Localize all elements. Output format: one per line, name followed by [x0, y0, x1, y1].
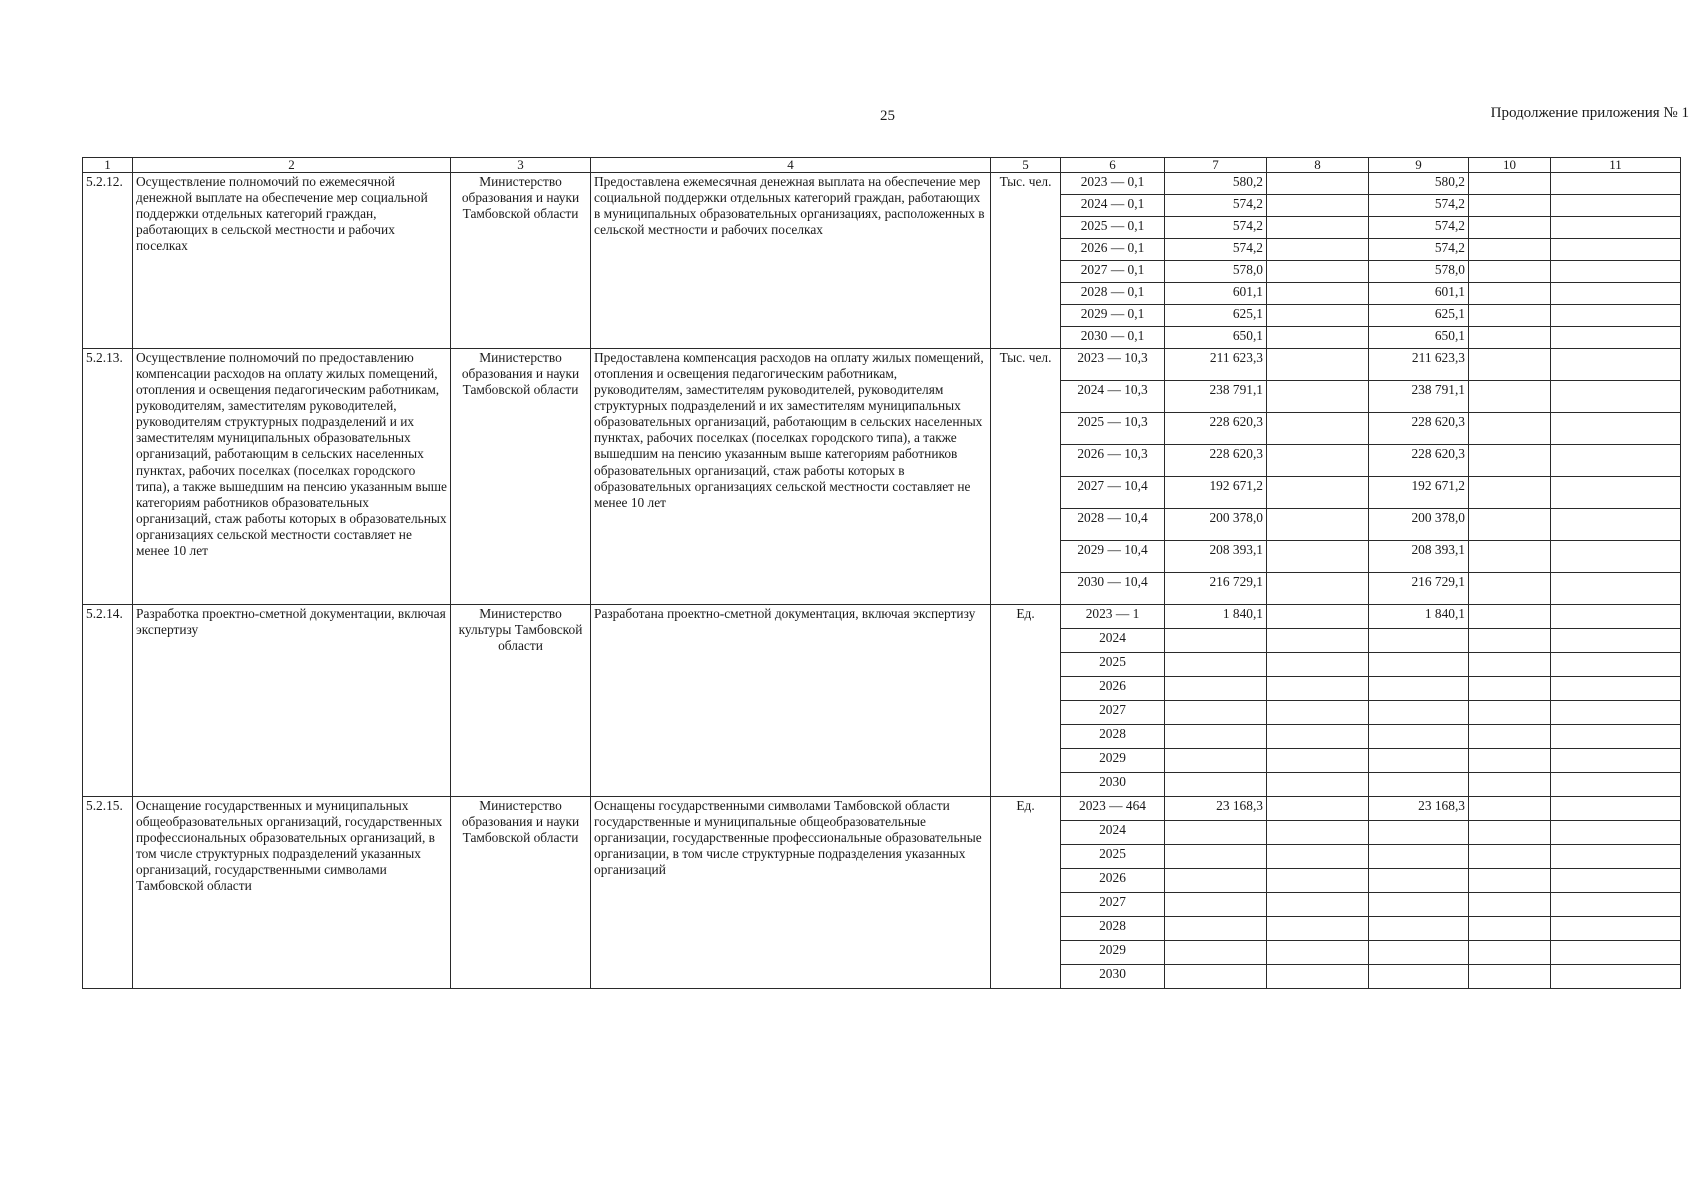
amount-col9	[1369, 749, 1469, 773]
amount-col9: 192 671,2	[1369, 477, 1469, 509]
amount-col9: 23 168,3	[1369, 797, 1469, 821]
amount-col10	[1469, 217, 1551, 239]
amount-col9	[1369, 821, 1469, 845]
column-header: 8	[1267, 158, 1369, 173]
amount-col10	[1469, 773, 1551, 797]
amount-col7: 601,1	[1165, 283, 1267, 305]
amount-col7	[1165, 893, 1267, 917]
amount-col10	[1469, 821, 1551, 845]
year-value: 2027	[1061, 701, 1165, 725]
year-value: 2028 — 10,4	[1061, 509, 1165, 541]
amount-col9	[1369, 701, 1469, 725]
year-value: 2024 — 0,1	[1061, 195, 1165, 217]
amount-col10	[1469, 965, 1551, 989]
amount-col11	[1551, 653, 1681, 677]
amount-col8	[1267, 541, 1369, 573]
year-value: 2028	[1061, 725, 1165, 749]
amount-col7	[1165, 941, 1267, 965]
column-header: 11	[1551, 158, 1681, 173]
amount-col9	[1369, 965, 1469, 989]
amount-col10	[1469, 173, 1551, 195]
amount-col10	[1469, 477, 1551, 509]
year-value: 2029 — 10,4	[1061, 541, 1165, 573]
amount-col8	[1267, 797, 1369, 821]
amount-col7: 580,2	[1165, 173, 1267, 195]
amount-col9	[1369, 629, 1469, 653]
amount-col8	[1267, 349, 1369, 381]
amount-col7	[1165, 821, 1267, 845]
amount-col7: 574,2	[1165, 239, 1267, 261]
amount-col11	[1551, 629, 1681, 653]
item-name: Осуществление полномочий по ежемесячной денежной выплате на обеспечение мер социальной поддержки отдельных категорий граждан, работающих в сельской местности и рабочих поселках	[133, 173, 451, 349]
year-value: 2030 — 0,1	[1061, 327, 1165, 349]
amount-col8	[1267, 941, 1369, 965]
amount-col8	[1267, 869, 1369, 893]
column-header: 3	[451, 158, 591, 173]
amount-col9: 580,2	[1369, 173, 1469, 195]
column-numbers-row	[83, 158, 1681, 173]
amount-col9: 228 620,3	[1369, 445, 1469, 477]
amount-col10	[1469, 749, 1551, 773]
amount-col11	[1551, 917, 1681, 941]
year-value: 2025 — 10,3	[1061, 413, 1165, 445]
amount-col8	[1267, 773, 1369, 797]
item-number: 5.2.14.	[83, 605, 133, 797]
amount-col7	[1165, 653, 1267, 677]
amount-col10	[1469, 283, 1551, 305]
amount-col7	[1165, 749, 1267, 773]
amount-col8	[1267, 605, 1369, 629]
amount-col9: 238 791,1	[1369, 381, 1469, 413]
table-row	[83, 797, 1681, 821]
amount-col8	[1267, 629, 1369, 653]
amount-col9	[1369, 773, 1469, 797]
year-value: 2023 — 1	[1061, 605, 1165, 629]
year-value: 2026	[1061, 869, 1165, 893]
amount-col11	[1551, 413, 1681, 445]
amount-col9: 625,1	[1369, 305, 1469, 327]
item-result: Оснащены государственными символами Тамбовской области государственные и муниципальные общеобразовательные организации, государственные профессиональные образовательные организации, в том числе структурные подразделения указанных организаций	[591, 797, 991, 989]
amount-col8	[1267, 327, 1369, 349]
amount-col11	[1551, 327, 1681, 349]
amount-col7: 238 791,1	[1165, 381, 1267, 413]
item-name: Осуществление полномочий по предоставлению компенсации расходов на оплату жилых помещений, отопления и освещения педагогическим работникам, руководителям, заместителям руководителей, руководителям структурных подразделений и их заместителям муниципальных образовательных организаций, работающим в сельских населенных пунктах, рабочих поселках (поселках городского типа), а также вышедшим на пенсию указанным выше категориям работников образовательных организаций, стаж работы которых в образовательных организациях сельской местности составляет не менее 10 лет	[133, 349, 451, 605]
item-executor: Министерство культуры Тамбовской области	[451, 605, 591, 797]
item-name: Разработка проектно-сметной документации, включая экспертизу	[133, 605, 451, 797]
amount-col7: 650,1	[1165, 327, 1267, 349]
item-unit: Тыс. чел.	[991, 349, 1061, 605]
amount-col11	[1551, 217, 1681, 239]
year-value: 2024 — 10,3	[1061, 381, 1165, 413]
amount-col8	[1267, 305, 1369, 327]
column-header: 9	[1369, 158, 1469, 173]
amount-col8	[1267, 509, 1369, 541]
amount-col10	[1469, 349, 1551, 381]
amount-col9	[1369, 917, 1469, 941]
year-value: 2029	[1061, 941, 1165, 965]
item-number: 5.2.15.	[83, 797, 133, 989]
amount-col9: 208 393,1	[1369, 541, 1469, 573]
amount-col10	[1469, 305, 1551, 327]
year-value: 2023 — 464	[1061, 797, 1165, 821]
amount-col9: 211 623,3	[1369, 349, 1469, 381]
amount-col10	[1469, 725, 1551, 749]
item-number: 5.2.12.	[83, 173, 133, 349]
table-row	[83, 173, 1681, 195]
amount-col11	[1551, 965, 1681, 989]
year-value: 2027	[1061, 893, 1165, 917]
amount-col7	[1165, 869, 1267, 893]
year-value: 2027 — 0,1	[1061, 261, 1165, 283]
year-value: 2023 — 0,1	[1061, 173, 1165, 195]
amount-col11	[1551, 477, 1681, 509]
amount-col11	[1551, 349, 1681, 381]
year-value: 2030	[1061, 965, 1165, 989]
amount-col8	[1267, 261, 1369, 283]
amount-col10	[1469, 541, 1551, 573]
amount-col11	[1551, 541, 1681, 573]
amount-col11	[1551, 797, 1681, 821]
amount-col7: 1 840,1	[1165, 605, 1267, 629]
amount-col10	[1469, 701, 1551, 725]
amount-col11	[1551, 893, 1681, 917]
amount-col11	[1551, 573, 1681, 605]
column-header: 6	[1061, 158, 1165, 173]
year-value: 2023 — 10,3	[1061, 349, 1165, 381]
amount-col7	[1165, 917, 1267, 941]
amount-col8	[1267, 653, 1369, 677]
amount-col9	[1369, 653, 1469, 677]
amount-col7: 192 671,2	[1165, 477, 1267, 509]
amount-col10	[1469, 327, 1551, 349]
amount-col10	[1469, 893, 1551, 917]
amount-col11	[1551, 869, 1681, 893]
item-unit: Ед.	[991, 605, 1061, 797]
amount-col11	[1551, 283, 1681, 305]
amount-col9: 650,1	[1369, 327, 1469, 349]
year-value: 2028 — 0,1	[1061, 283, 1165, 305]
amount-col9: 574,2	[1369, 217, 1469, 239]
year-value: 2026	[1061, 677, 1165, 701]
amount-col11	[1551, 305, 1681, 327]
amount-col7	[1165, 701, 1267, 725]
amount-col11	[1551, 725, 1681, 749]
item-number: 5.2.13.	[83, 349, 133, 605]
amount-col10	[1469, 797, 1551, 821]
amount-col9: 200 378,0	[1369, 509, 1469, 541]
column-header: 4	[591, 158, 991, 173]
amount-col9: 1 840,1	[1369, 605, 1469, 629]
year-value: 2025 — 0,1	[1061, 217, 1165, 239]
year-value: 2026 — 0,1	[1061, 239, 1165, 261]
amount-col11	[1551, 677, 1681, 701]
amount-col11	[1551, 381, 1681, 413]
year-value: 2025	[1061, 845, 1165, 869]
amount-col8	[1267, 477, 1369, 509]
amount-col11	[1551, 509, 1681, 541]
amount-col11	[1551, 261, 1681, 283]
amount-col8	[1267, 283, 1369, 305]
amount-col11	[1551, 773, 1681, 797]
amount-col8	[1267, 749, 1369, 773]
amount-col8	[1267, 239, 1369, 261]
amount-col7: 23 168,3	[1165, 797, 1267, 821]
amount-col10	[1469, 653, 1551, 677]
year-value: 2027 — 10,4	[1061, 477, 1165, 509]
item-name: Оснащение государственных и муниципальных общеобразовательных организаций, государственных профессиональных образовательных организаций, в том числе структурных подразделений указанных организаций, государственными символами Тамбовской области	[133, 797, 451, 989]
amount-col10	[1469, 445, 1551, 477]
amount-col8	[1267, 821, 1369, 845]
amount-col8	[1267, 845, 1369, 869]
amount-col9: 216 729,1	[1369, 573, 1469, 605]
appendix-continuation-label: Продолжение приложения № 1	[1490, 105, 1689, 121]
item-executor: Министерство образования и науки Тамбовской области	[451, 349, 591, 605]
amount-col11	[1551, 195, 1681, 217]
amount-col7	[1165, 629, 1267, 653]
amount-col7: 208 393,1	[1165, 541, 1267, 573]
amount-col11	[1551, 845, 1681, 869]
amount-col7: 574,2	[1165, 195, 1267, 217]
amount-col8	[1267, 917, 1369, 941]
amount-col10	[1469, 869, 1551, 893]
amount-col11	[1551, 941, 1681, 965]
column-header: 5	[991, 158, 1061, 173]
item-result: Предоставлена ежемесячная денежная выплата на обеспечение мер социальной поддержки отдельных категорий граждан, работающих в муниципальных образовательных организациях, расположенных в сельской местности и рабочих поселках	[591, 173, 991, 349]
amount-col8	[1267, 217, 1369, 239]
amount-col9	[1369, 845, 1469, 869]
year-value: 2029	[1061, 749, 1165, 773]
amount-col10	[1469, 845, 1551, 869]
amount-col7: 228 620,3	[1165, 413, 1267, 445]
amount-col9: 574,2	[1369, 195, 1469, 217]
table-row	[83, 605, 1681, 629]
amount-col10	[1469, 573, 1551, 605]
amount-col10	[1469, 261, 1551, 283]
column-header: 1	[83, 158, 133, 173]
amount-col10	[1469, 917, 1551, 941]
amount-col9	[1369, 941, 1469, 965]
amount-col11	[1551, 605, 1681, 629]
item-result: Разработана проектно-сметной документация, включая экспертизу	[591, 605, 991, 797]
amount-col11	[1551, 445, 1681, 477]
amount-col11	[1551, 749, 1681, 773]
table-row	[83, 349, 1681, 381]
year-value: 2030 — 10,4	[1061, 573, 1165, 605]
amount-col9	[1369, 725, 1469, 749]
amount-col9: 601,1	[1369, 283, 1469, 305]
amount-col8	[1267, 965, 1369, 989]
amount-col7	[1165, 773, 1267, 797]
amount-col11	[1551, 701, 1681, 725]
amount-col7	[1165, 725, 1267, 749]
amount-col8	[1267, 195, 1369, 217]
amount-col7: 574,2	[1165, 217, 1267, 239]
amount-col10	[1469, 605, 1551, 629]
amount-col11	[1551, 173, 1681, 195]
year-value: 2026 — 10,3	[1061, 445, 1165, 477]
amount-col9	[1369, 677, 1469, 701]
item-executor: Министерство образования и науки Тамбовской области	[451, 797, 591, 989]
column-header: 2	[133, 158, 451, 173]
amount-col7: 216 729,1	[1165, 573, 1267, 605]
amount-col9: 228 620,3	[1369, 413, 1469, 445]
amount-col10	[1469, 941, 1551, 965]
item-executor: Министерство образования и науки Тамбовской области	[451, 173, 591, 349]
amount-col10	[1469, 195, 1551, 217]
amount-col10	[1469, 677, 1551, 701]
amount-col8	[1267, 413, 1369, 445]
amount-col7: 625,1	[1165, 305, 1267, 327]
amount-col8	[1267, 573, 1369, 605]
column-header: 7	[1165, 158, 1267, 173]
page-number: 25	[880, 108, 895, 124]
amount-col11	[1551, 239, 1681, 261]
amount-col7	[1165, 965, 1267, 989]
amount-col9	[1369, 869, 1469, 893]
amount-col7: 228 620,3	[1165, 445, 1267, 477]
amount-col8	[1267, 893, 1369, 917]
item-result: Предоставлена компенсация расходов на оплату жилых помещений, отопления и освещения педагогическим работникам, руководителям, заместителям руководителей, руководителям структурных подразделений и их заместителям муниципальных образовательных организаций, работающим в сельских населенных пунктах, рабочих поселках (поселках городского типа), а также вышедшим на пенсию указанным выше категориям работников образовательных организаций, стаж работы которых в образовательных организациях сельской местности составляет не менее 10 лет	[591, 349, 991, 605]
amount-col7	[1165, 677, 1267, 701]
amount-col8	[1267, 445, 1369, 477]
amount-col8	[1267, 701, 1369, 725]
amount-col10	[1469, 509, 1551, 541]
amount-col9	[1369, 893, 1469, 917]
amount-col10	[1469, 239, 1551, 261]
amount-col8	[1267, 381, 1369, 413]
amount-col7: 578,0	[1165, 261, 1267, 283]
amount-col10	[1469, 629, 1551, 653]
amount-col10	[1469, 381, 1551, 413]
year-value: 2028	[1061, 917, 1165, 941]
amount-col10	[1469, 413, 1551, 445]
amount-col9: 578,0	[1369, 261, 1469, 283]
amount-col8	[1267, 725, 1369, 749]
year-value: 2024	[1061, 821, 1165, 845]
amount-col7: 211 623,3	[1165, 349, 1267, 381]
amount-col7: 200 378,0	[1165, 509, 1267, 541]
program-measures-table	[82, 157, 1681, 989]
year-value: 2024	[1061, 629, 1165, 653]
year-value: 2025	[1061, 653, 1165, 677]
item-unit: Ед.	[991, 797, 1061, 989]
column-header: 10	[1469, 158, 1551, 173]
amount-col9: 574,2	[1369, 239, 1469, 261]
amount-col7	[1165, 845, 1267, 869]
amount-col8	[1267, 173, 1369, 195]
amount-col11	[1551, 821, 1681, 845]
year-value: 2029 — 0,1	[1061, 305, 1165, 327]
item-unit: Тыс. чел.	[991, 173, 1061, 349]
amount-col8	[1267, 677, 1369, 701]
year-value: 2030	[1061, 773, 1165, 797]
